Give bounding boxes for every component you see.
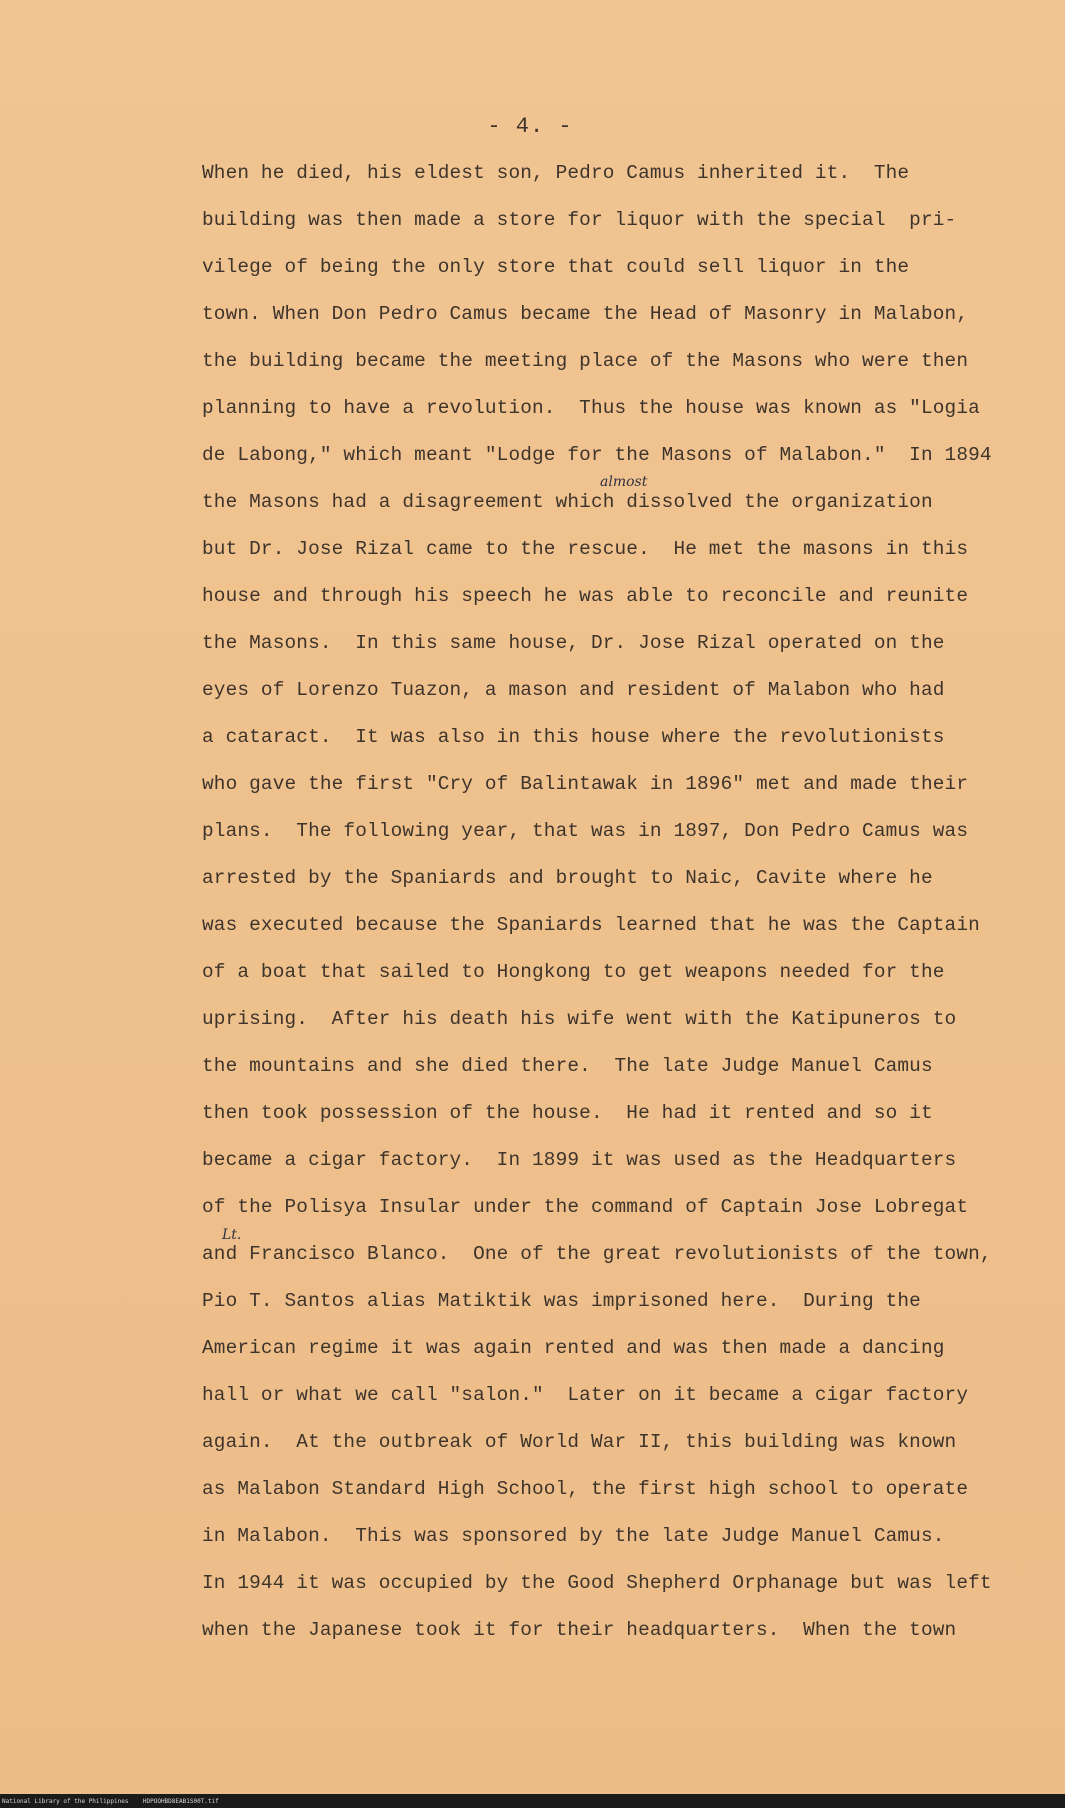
- handwritten-insertion-almost: almost: [600, 474, 648, 490]
- text-line: arrested by the Spaniards and brought to Naic, Cavite where he: [202, 867, 933, 889]
- text-line: house and through his speech he was able to reconcile and reunite: [202, 585, 969, 607]
- text-line: hall or what we call "salon." Later on it became a cigar factory: [202, 1384, 969, 1406]
- text-line: in Malabon. This was sponsored by the late Judge Manuel Camus.: [202, 1525, 945, 1547]
- text-line: became a cigar factory. In 1899 it was used as the Headquarters: [202, 1149, 957, 1171]
- text-line: the building became the meeting place of the Masons who were then: [202, 350, 969, 372]
- text-line: a cataract. It was also in this house where the revolutionists: [202, 726, 945, 748]
- text-line: vilege of being the only store that could sell liquor in the: [202, 256, 910, 278]
- text-line: of a boat that sailed to Hongkong to get weapons needed for the: [202, 961, 945, 983]
- text-line: again. At the outbreak of World War II, this building was known: [202, 1431, 957, 1453]
- text-line: In 1944 it was occupied by the Good Shepherd Orphanage but was left: [202, 1572, 992, 1594]
- text-line: building was then made a store for liquor with the special pri-: [202, 209, 957, 231]
- text-line: town. When Don Pedro Camus became the Head of Masonry in Malabon,: [202, 303, 969, 325]
- text-line: when the Japanese took it for their headquarters. When the town: [202, 1619, 957, 1641]
- text-line: of the Polisya Insular under the command of Captain Jose Lobregat: [202, 1196, 969, 1218]
- text-line: as Malabon Standard High School, the first high school to operate: [202, 1478, 969, 1500]
- text-line: but Dr. Jose Rizal came to the rescue. He met the masons in this: [202, 538, 969, 560]
- text-line: Pio T. Santos alias Matiktik was imprisoned here. During the: [202, 1290, 921, 1312]
- text-line-with-insertion: the Masons had a disagreement which dissolved the organization: [202, 491, 933, 513]
- text-line: the Masons. In this same house, Dr. Jose Rizal operated on the: [202, 632, 945, 654]
- text-line: uprising. After his death his wife went with the Katipuneros to: [202, 1008, 957, 1030]
- text-line: When he died, his eldest son, Pedro Camus inherited it. The: [202, 162, 910, 184]
- text-line-with-insertion: and Francisco Blanco. One of the great revolutionists of the town,: [202, 1243, 992, 1265]
- text-line: who gave the first "Cry of Balintawak in 1896" met and made their: [202, 773, 969, 795]
- text-line: the mountains and she died there. The late Judge Manuel Camus: [202, 1055, 933, 1077]
- text-line: planning to have a revolution. Thus the house was known as "Logia: [202, 397, 980, 419]
- text-line: then took possession of the house. He had it rented and so it: [202, 1102, 933, 1124]
- text-line: de Labong," which meant "Lodge for the Masons of Malabon." In 1894: [202, 444, 992, 466]
- text-line: eyes of Lorenzo Tuazon, a mason and resident of Malabon who had: [202, 679, 945, 701]
- scan-footer-text: National Library of the Philippines HDPOOHBD8EAB1S00T.tif: [2, 1798, 219, 1805]
- text-line: plans. The following year, that was in 1897, Don Pedro Camus was: [202, 820, 969, 842]
- text-line: was executed because the Spaniards learned that he was the Captain: [202, 914, 980, 936]
- page-number: - 4. -: [487, 114, 573, 139]
- text-line: American regime it was again rented and was then made a dancing: [202, 1337, 945, 1359]
- handwritten-insertion-lt: Lt.: [222, 1227, 242, 1243]
